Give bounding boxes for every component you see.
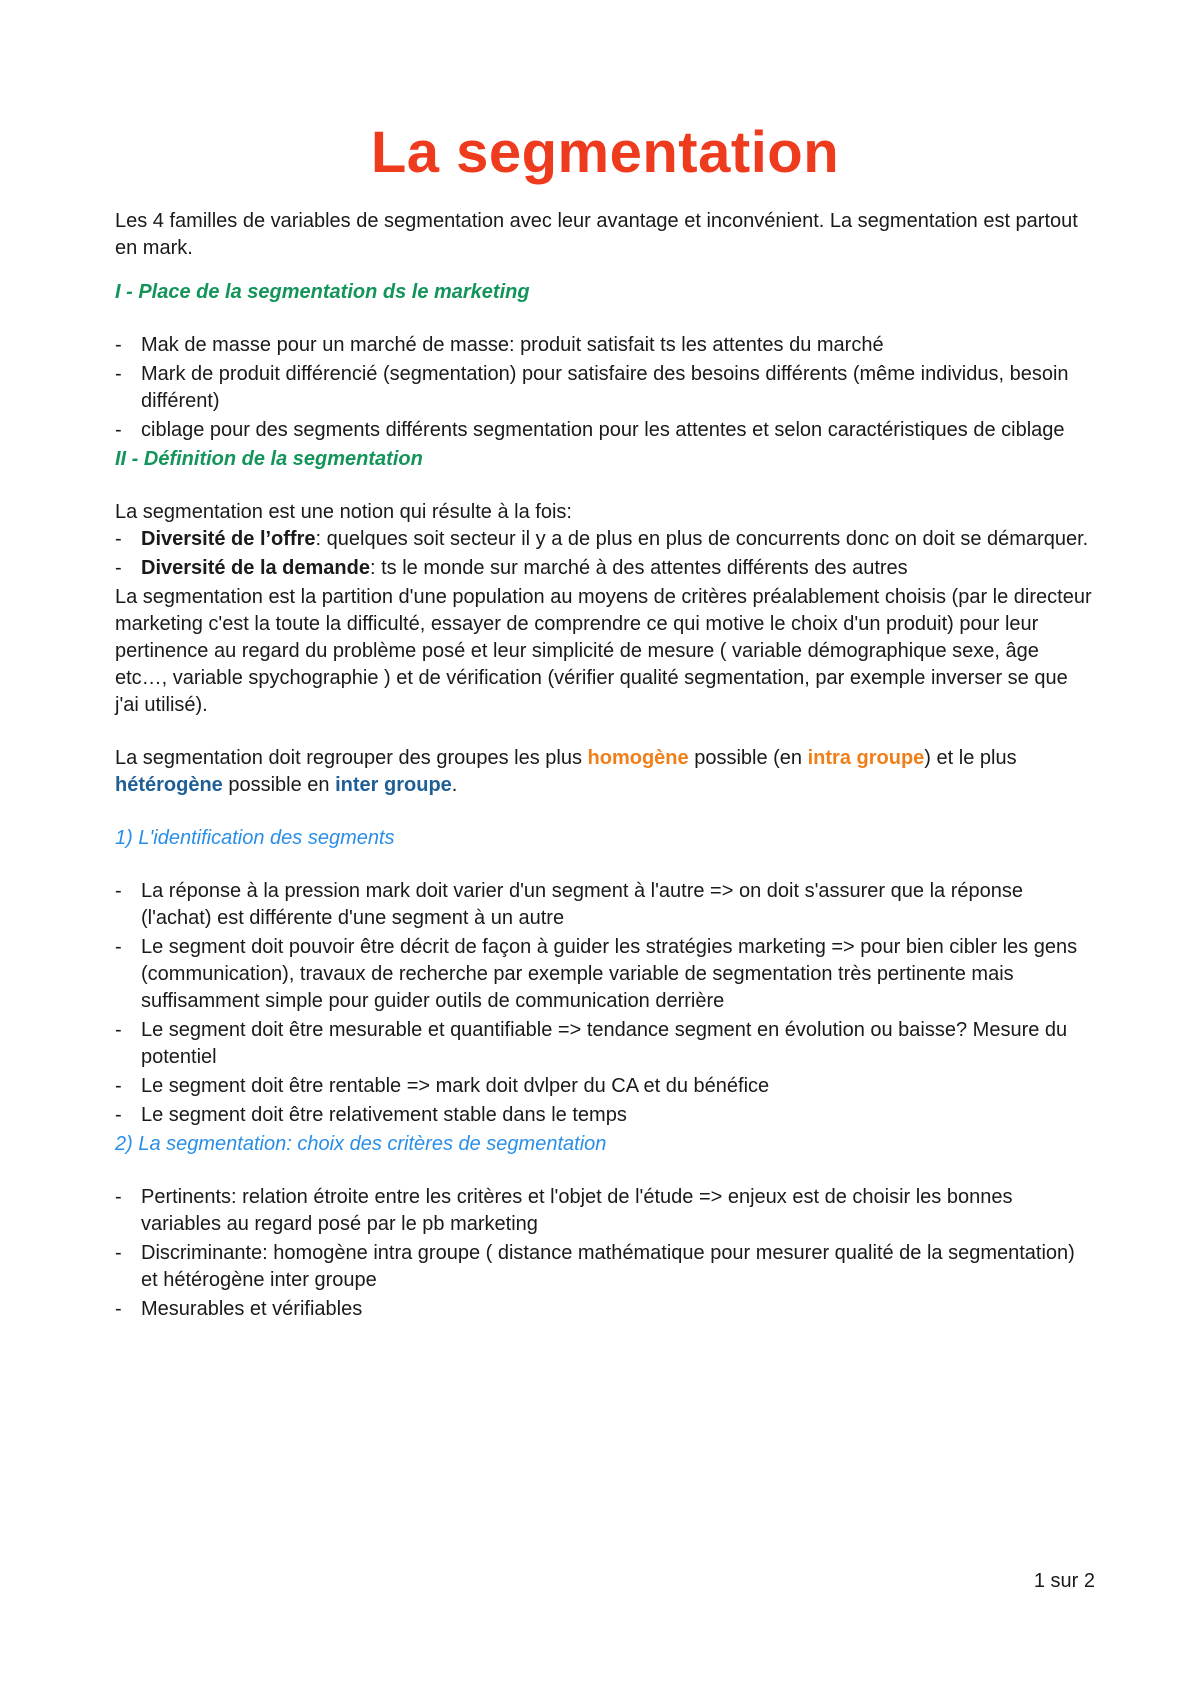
dash-bullet: -	[115, 1019, 122, 1041]
dash-bullet: -	[115, 1186, 122, 1208]
page-title: La segmentation	[370, 120, 840, 185]
subsection-2-list	[115, 1184, 1095, 1323]
list-item: - Le segment doit être mesurable et quantifiable => tendance segment en évolution ou baisse? Mesure du potentiel	[115, 1019, 1068, 1068]
subsection-1-heading: 1) L'identification des segments	[115, 827, 395, 849]
intro-paragraph: Les 4 familles de variables de segmentation avec leur avantage et inconvénient. La segmentation est partout en mark.	[115, 210, 1078, 259]
list-item: - Mark de produit différencié (segmentation) pour satisfaire des besoins différents (même individus, besoin différent)	[115, 363, 1069, 412]
section-2-heading: II - Définition de la segmentation	[115, 448, 423, 470]
document-page	[115, 118, 1095, 1325]
homogeneity-paragraph: La segmentation doit regrouper des groupes les plus homogène possible (en intra groupe) et le plus hétérogène possible en inter groupe.	[115, 747, 1017, 796]
section-2-lead: La segmentation est une notion qui résulte à la fois:	[115, 501, 572, 523]
list-item: - Pertinents: relation étroite entre les critères et l'objet de l'étude => enjeux est de choisir les bonnes variables au regard posé par le pb marketing	[115, 1186, 1013, 1235]
list-item: - Mesurables et vérifiables	[115, 1296, 1095, 1323]
dash-bullet: -	[115, 880, 122, 902]
dash-bullet: -	[115, 557, 122, 579]
subsection-1-list	[115, 878, 1095, 1129]
dash-bullet: -	[115, 1242, 122, 1264]
list-item: - Diversité de la demande: ts le monde sur marché à des attentes différents des autres	[115, 555, 1095, 582]
list-item: - ciblage pour des segments différents segmentation pour les attentes et selon caractéristiques de ciblage	[115, 417, 1095, 444]
list-item-bold: Diversité de l’offre	[141, 528, 316, 550]
list-item: - Le segment doit pouvoir être décrit de façon à guider les stratégies marketing => pour bien cibler les gens (communication), travaux de recherche par exemple variable de segmentation très pertinente mais suffisamment simple pour guider outils de communication derrière	[115, 936, 1078, 1012]
highlight-heterogene: hétérogène	[115, 774, 223, 796]
dash-bullet: -	[115, 528, 122, 550]
dash-bullet: -	[115, 334, 122, 356]
dash-bullet: -	[115, 1075, 122, 1097]
highlight-homogene: homogène	[587, 747, 689, 769]
section-1-heading: I - Place de la segmentation ds le marketing	[115, 281, 530, 303]
list-item: - Discriminante: homogène intra groupe ( distance mathématique pour mesurer qualité de la segmentation) et hétérogène inter groupe	[115, 1242, 1075, 1291]
list-item: - Le segment doit être relativement stable dans le temps	[115, 1102, 1095, 1129]
dash-bullet: -	[115, 419, 122, 441]
highlight-intra-groupe: intra groupe	[807, 747, 925, 769]
subsection-2-heading: 2) La segmentation: choix des critères de segmentation	[115, 1133, 607, 1155]
dash-bullet: -	[115, 936, 122, 958]
page-number: 1 sur 2	[1033, 1570, 1095, 1592]
list-item: - Mak de masse pour un marché de masse: produit satisfait ts les attentes du marché	[115, 332, 1095, 359]
list-item-bold: Diversité de la demande	[141, 557, 370, 579]
dash-bullet: -	[115, 363, 122, 385]
definition-paragraph: La segmentation est la partition d'une population au moyens de critères préalablement choisis (par le directeur marketing c'est la toute la difficulté, essayer de comprendre ce qui motive le choix d'un produit) pour leur pertinence au regard du problème posé et leur simplicité de mesure ( variable démographique sexe, âge etc…, variable spychographie ) et de vérification (vérifier qualité segmentation, par exemple inverser se que j'ai utilisé).	[115, 586, 1092, 716]
dash-bullet: -	[115, 1298, 122, 1320]
highlight-inter-groupe: inter groupe	[335, 774, 452, 796]
section-1-list	[115, 332, 1095, 444]
list-item: - La réponse à la pression mark doit varier d'un segment à l'autre => on doit s'assurer que la réponse (l'achat) est différente d'une segment à un autre	[115, 880, 1023, 929]
section-2-list	[115, 526, 1095, 582]
dash-bullet: -	[115, 1104, 122, 1126]
list-item: - Diversité de l’offre: quelques soit secteur il y a de plus en plus de concurrents donc on doit se démarquer.	[115, 526, 1095, 553]
list-item: - Le segment doit être rentable => mark doit dvlper du CA et du bénéfice	[115, 1073, 1095, 1100]
